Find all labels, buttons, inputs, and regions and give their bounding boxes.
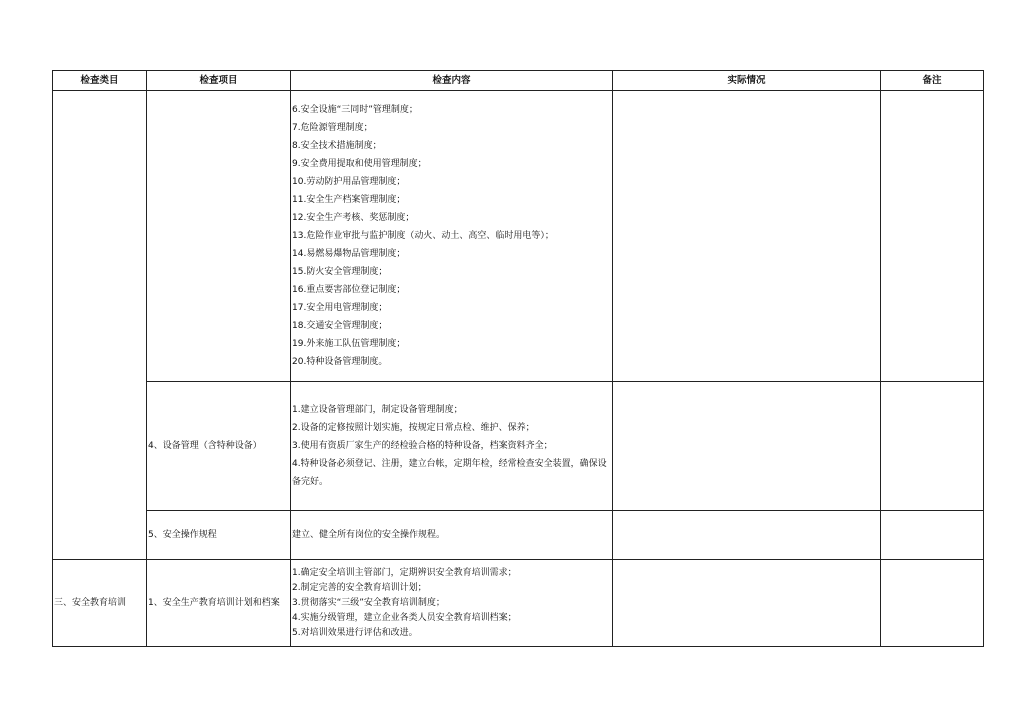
table-row [53,91,984,382]
project-cell[interactable] [147,91,291,382]
remark-cell[interactable] [881,511,984,560]
table-row [53,511,984,560]
content-cell[interactable] [291,560,613,647]
content-item: 19.外来施工队伍管理制度； [292,339,406,349]
content-item: 2.制定完善的安全教育培训计划； [292,582,427,593]
actual-cell[interactable] [613,382,881,511]
content-cell[interactable] [291,511,613,560]
content-item: 17.安全用电管理制度； [292,303,388,313]
content-item: 4.实施分级管理，建立企业各类人员安全教育培训档案； [292,612,517,623]
header-row [53,71,984,91]
content-item: 1.确定安全培训主管部门，定期辨识安全教育培训需求； [292,567,517,578]
content-item: 13.危险作业审批与监护制度（动火、动土、高空、临时用电等）； [292,231,554,241]
header-content: 检查内容 [291,71,613,91]
content-item: 12.安全生产考核、奖惩制度； [292,213,415,223]
content-item: 3.贯彻落实“三级”安全教育培训制度； [292,597,445,608]
content-item: 7.危险源管理制度； [292,123,373,133]
project-cell[interactable]: 4、设备管理（含特种设备） [147,382,291,511]
project-cell[interactable]: 1、安全生产教育培训计划和档案 [147,560,291,647]
content-item: 3.使用有资质厂家生产的经检验合格的特种设备，档案资料齐全； [292,441,553,451]
header-actual: 实际情况 [613,71,881,91]
content-item: 9.安全费用提取和使用管理制度； [292,159,427,169]
header-remark: 备注 [881,71,984,91]
project-cell[interactable]: 5、安全操作规程 [147,511,291,560]
remark-cell[interactable] [881,91,984,382]
content-item: 11.安全生产档案管理制度； [292,195,406,205]
content-item: 5.对培训效果进行评估和改进。 [292,627,418,638]
content-item: 15.防火安全管理制度； [292,267,388,277]
header-project: 检查项目 [147,71,291,91]
content-item: 20.特种设备管理制度。 [292,357,388,367]
content-item: 18.交通安全管理制度； [292,321,388,331]
content-item: 1.建立设备管理部门，制定设备管理制度； [292,405,463,415]
actual-cell[interactable] [613,560,881,647]
actual-cell[interactable] [613,511,881,560]
content-item: 建立、健全所有岗位的安全操作规程。 [292,530,446,540]
table-row [53,382,984,511]
content-item: 10.劳动防护用品管理制度； [292,177,406,187]
category-cell[interactable]: 三、安全教育培训 [53,560,147,647]
table-row [53,560,984,647]
content-item: 14.易燃易爆物品管理制度； [292,249,406,259]
inspection-table [52,70,984,647]
header-category: 检查类目 [53,71,147,91]
content-item: 8.安全技术措施制度； [292,141,382,151]
content-item: 2.设备的定修按照计划实施，按规定日常点检、维护、保养； [292,423,535,433]
actual-cell[interactable] [613,91,881,382]
remark-cell[interactable] [881,560,984,647]
content-item: 4.特种设备必须登记、注册，建立台帐，定期年检，经常检查安全装置，确保设备完好。 [292,459,607,487]
content-cell[interactable] [291,91,613,382]
content-cell[interactable] [291,382,613,511]
content-item: 16.重点要害部位登记制度； [292,285,406,295]
content-item: 6.安全设施“三同时”管理制度； [292,105,418,115]
category-cell[interactable] [53,91,147,560]
remark-cell[interactable] [881,382,984,511]
